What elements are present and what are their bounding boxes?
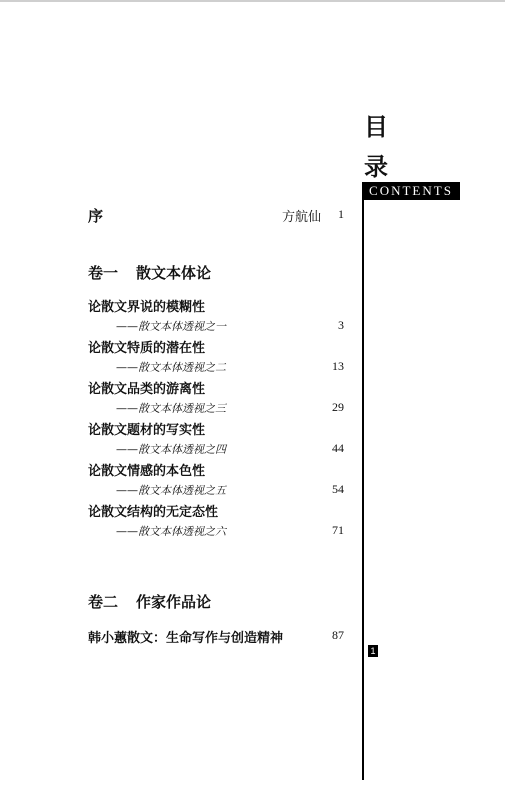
toc-entry-4-subtitle: ——散文本体透视之四 <box>116 443 226 456</box>
preface-title[interactable]: 序 <box>88 207 104 225</box>
volume1-label: 卷一 <box>88 264 119 282</box>
top-rule <box>0 0 505 2</box>
toc-entry-3-title[interactable]: 论散文品类的游离性 <box>88 382 206 397</box>
toc-entry-1-title[interactable]: 论散文界说的模糊性 <box>88 300 206 315</box>
contents-badge: CONTENTS <box>362 182 460 200</box>
volume1-title: 散文本体论 <box>136 264 212 282</box>
preface-author: 方航仙 <box>282 210 322 225</box>
volume1-heading <box>88 262 211 283</box>
toc-entry-1-subtitle: ——散文本体透视之一 <box>116 320 226 333</box>
toc-heading <box>364 112 388 192</box>
toc-heading-char-2: 录 <box>364 153 388 181</box>
toc-entry-7-title[interactable]: 韩小蕙散文：生命写作与创造精神 <box>88 631 284 646</box>
preface-page: 1 <box>338 207 344 221</box>
toc-entry-4-title[interactable]: 论散文题材的写实性 <box>88 423 206 438</box>
toc-heading-char-1: 目 <box>364 113 388 141</box>
page-number: 1 <box>368 645 378 657</box>
toc-entry-2-page: 13 <box>332 359 344 373</box>
toc-entry-6-subtitle: ——散文本体透视之六 <box>116 525 226 538</box>
toc-entry-5-page: 54 <box>332 482 344 496</box>
volume2-heading <box>88 591 211 612</box>
toc-entry-2-subtitle: ——散文本体透视之二 <box>116 361 226 374</box>
toc-entry-2-title[interactable]: 论散文特质的潜在性 <box>88 341 206 356</box>
toc-entry-5-title[interactable]: 论散文情感的本色性 <box>88 464 206 479</box>
toc-entry-1-page: 3 <box>338 318 344 332</box>
toc-entry-3-page: 29 <box>332 400 344 414</box>
toc-entry-7-page: 87 <box>332 628 344 642</box>
toc-entry-5-subtitle: ——散文本体透视之五 <box>116 484 226 497</box>
toc-entry-4-page: 44 <box>332 441 344 455</box>
toc-entry-3-subtitle: ——散文本体透视之三 <box>116 402 226 415</box>
volume2-label: 卷二 <box>88 593 119 611</box>
vertical-rule <box>362 182 364 780</box>
volume2-title: 作家作品论 <box>136 593 212 611</box>
toc-entry-6-title[interactable]: 论散文结构的无定态性 <box>88 505 219 520</box>
toc-entry-6-page: 71 <box>332 523 344 537</box>
